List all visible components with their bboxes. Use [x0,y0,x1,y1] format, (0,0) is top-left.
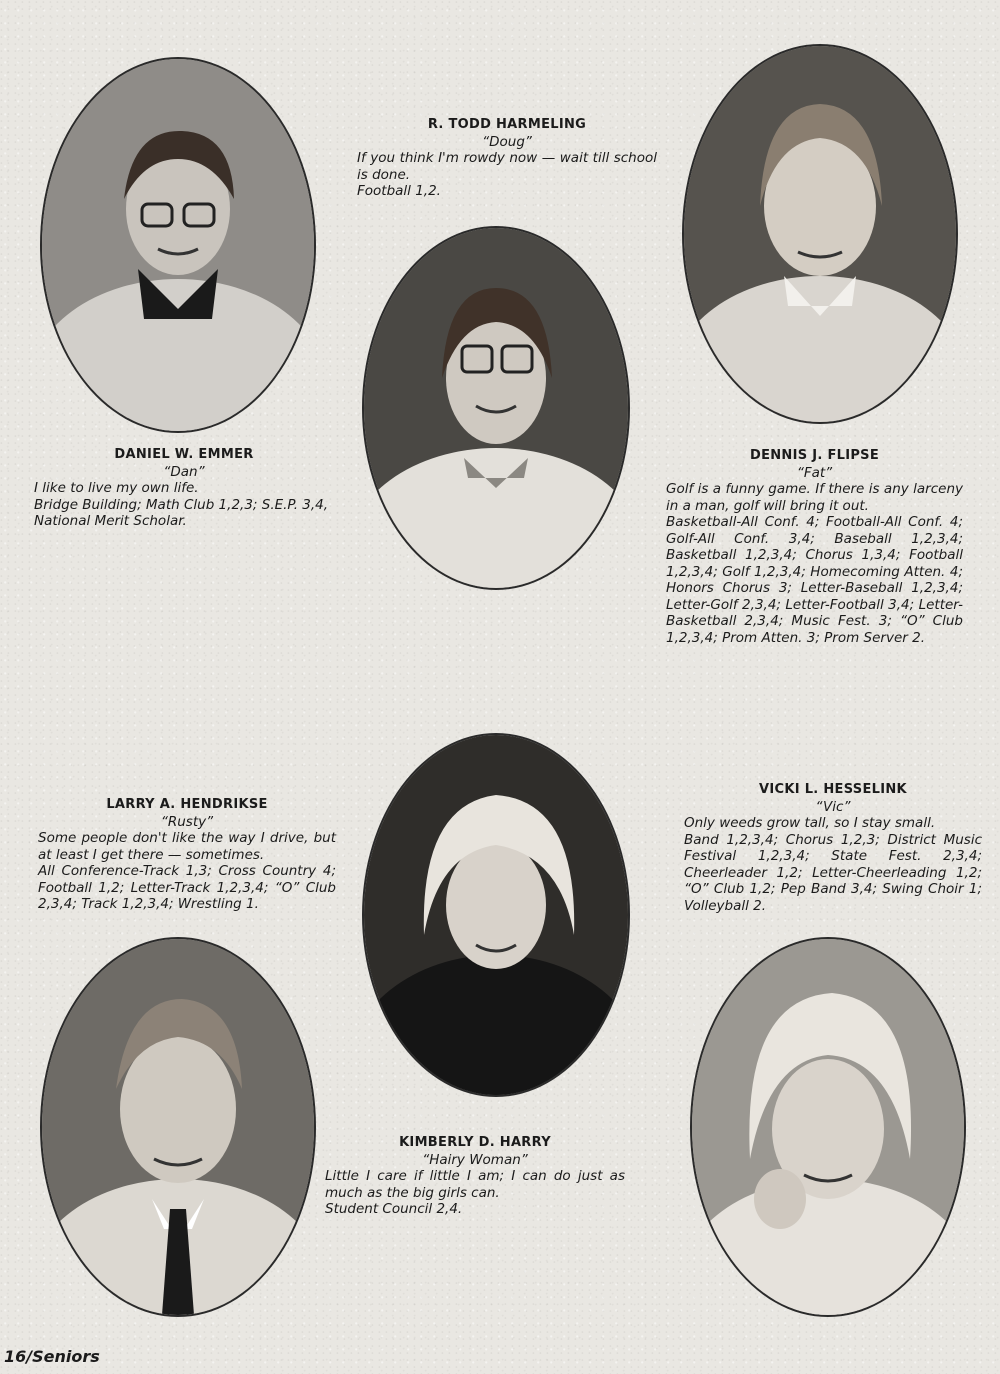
senior-nickname: “Dan” [163,463,205,480]
senior-activities: Football 1,2. [357,183,441,199]
senior-quote: I like to live my own life. [34,480,199,496]
senior-quote: Golf is a funny game. If there is any larceny in a man, golf will bring it out. [666,481,963,514]
senior-name: VICKI L. HESSELINK [759,782,907,797]
senior-nickname: “Vic” [815,798,851,815]
senior-name: R. TODD HARMELING [427,117,587,132]
portrait-todd-harmeling [362,226,630,590]
senior-entry-larry-hendrikse [38,797,336,913]
senior-entry-dennis-flipse [666,448,963,646]
senior-quote: Little I care if little I am; I can do just as much as the big girls can. [325,1168,625,1201]
senior-quote: Some people don't like the way I drive, but at least I get there — sometimes. [38,830,336,863]
portrait-daniel-emmer [40,57,316,433]
senior-entry-vicki-hesselink [684,782,982,914]
senior-entry-todd-harmeling [357,117,657,200]
portrait-dennis-flipse [682,44,958,424]
senior-entry-daniel-emmer [34,447,334,530]
senior-activities: Band 1,2,3,4; Chorus 1,2,3; District Music Festival 1,2,3,4; State Fest. 2,3,4; Cheerleader 1,2; Letter-Cheerleading 1,2; “O” Club 1,2; Pep Band 3,4; Swing Choir 1; Volleyball 2. [684,831,982,914]
senior-nickname: “Rusty” [160,813,214,830]
senior-quote: Only weeds grow tall, so I stay small. [684,815,936,831]
senior-activities: Bridge Building; Math Club 1,2,3; S.E.P. 3,4, National Merit Scholar. [34,496,329,529]
senior-entry-kimberly-harry [325,1135,625,1218]
portrait-vicki-hesselink [690,937,966,1317]
senior-quote: If you think I'm rowdy now — wait till school is done. [357,150,657,183]
senior-nickname: “Doug” [482,133,532,150]
senior-name: KIMBERLY D. HARRY [399,1135,551,1150]
senior-activities: Basketball-All Conf. 4; Football-All Conf. 4; Golf-All Conf. 3,4; Baseball 1,2,3,4; Basketball 1,2,3,4; Chorus 1,3,4; Football 1,2,3,4; Golf 1,2,3,4; Homecoming Atten. 4; Honors Chorus 3; Letter-Baseball 1,2,3,4; Letter-Golf 2,3,4; Letter-Football 3,4; Letter-Basketball 2,3,4; Music Fest. 3; “O” Club 1,2,3,4; Prom Atten. 3; Prom Server 2. [666,514,963,646]
senior-nickname: “Hairy Woman” [422,1151,528,1168]
portrait-larry-hendrikse [40,937,316,1317]
senior-activities: Student Council 2,4. [325,1201,463,1217]
senior-nickname: “Fat” [796,464,833,481]
senior-name: DANIEL W. EMMER [114,447,254,462]
portrait-kimberly-harry [362,733,630,1097]
page-folio: 16/Seniors [4,1347,100,1366]
senior-name: LARRY A. HENDRIKSE [106,797,268,812]
senior-activities: All Conference-Track 1,3; Cross Country 4; Football 1,2; Letter-Track 1,2,3,4; “O” Club 2,3,4; Track 1,2,3,4; Wrestling 1. [38,863,336,912]
senior-name: DENNIS J. FLIPSE [749,448,880,463]
